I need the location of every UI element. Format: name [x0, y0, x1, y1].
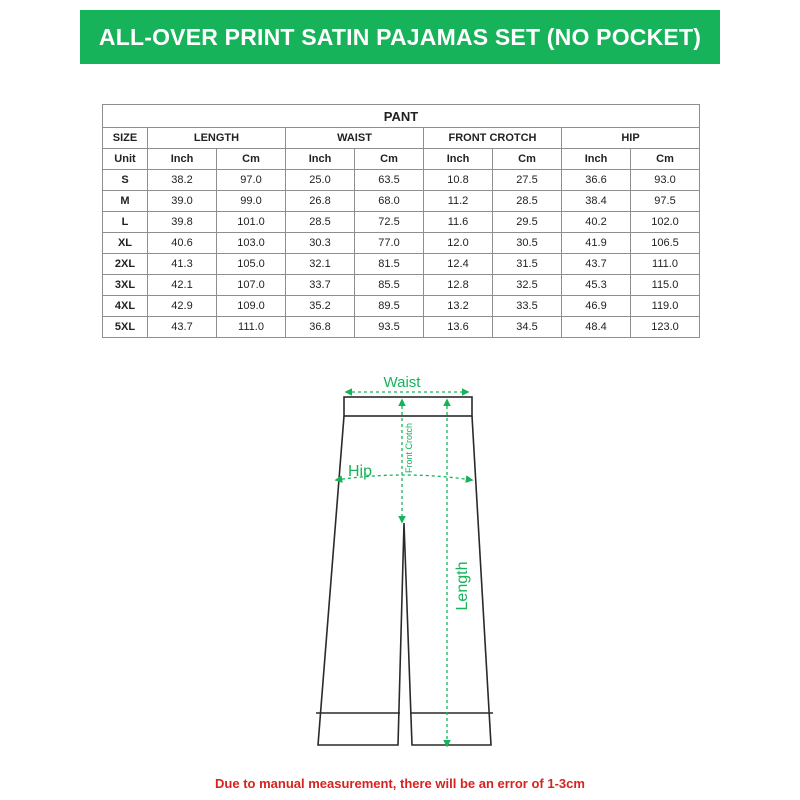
value-cell: 32.1	[286, 254, 355, 275]
value-cell: 77.0	[355, 233, 424, 254]
value-cell: 11.2	[424, 191, 493, 212]
value-cell: 43.7	[562, 254, 631, 275]
value-cell: 48.4	[562, 317, 631, 338]
value-cell: 41.3	[148, 254, 217, 275]
unit-inch: Inch	[424, 149, 493, 170]
value-cell: 93.5	[355, 317, 424, 338]
value-cell: 97.5	[631, 191, 700, 212]
page-title: ALL-OVER PRINT SATIN PAJAMAS SET (NO POCKET)	[98, 23, 702, 50]
value-cell: 119.0	[631, 296, 700, 317]
unit-header: Unit	[103, 149, 148, 170]
size-cell: 3XL	[103, 275, 148, 296]
value-cell: 28.5	[286, 212, 355, 233]
value-cell: 93.0	[631, 170, 700, 191]
value-cell: 45.3	[562, 275, 631, 296]
value-cell: 28.5	[493, 191, 562, 212]
value-cell: 33.7	[286, 275, 355, 296]
size-header: SIZE	[103, 128, 148, 149]
waistband	[344, 397, 472, 416]
value-cell: 102.0	[631, 212, 700, 233]
value-cell: 109.0	[217, 296, 286, 317]
unit-cm: Cm	[631, 149, 700, 170]
value-cell: 25.0	[286, 170, 355, 191]
value-cell: 38.4	[562, 191, 631, 212]
waist-header: WAIST	[286, 128, 424, 149]
value-cell: 72.5	[355, 212, 424, 233]
length-header: LENGTH	[148, 128, 286, 149]
value-cell: 43.7	[148, 317, 217, 338]
size-cell: 2XL	[103, 254, 148, 275]
value-cell: 34.5	[493, 317, 562, 338]
value-cell: 103.0	[217, 233, 286, 254]
value-cell: 30.5	[493, 233, 562, 254]
hip-label: Hip	[347, 463, 373, 480]
value-cell: 29.5	[493, 212, 562, 233]
unit-cm: Cm	[217, 149, 286, 170]
size-cell: XL	[103, 233, 148, 254]
size-cell: 5XL	[103, 317, 148, 338]
value-cell: 123.0	[631, 317, 700, 338]
value-cell: 35.2	[286, 296, 355, 317]
unit-inch: Inch	[148, 149, 217, 170]
unit-inch: Inch	[562, 149, 631, 170]
value-cell: 40.6	[148, 233, 217, 254]
front-crotch-header: FRONT CROTCH	[424, 128, 562, 149]
size-cell: M	[103, 191, 148, 212]
table-title: PANT	[103, 105, 700, 128]
size-cell: S	[103, 170, 148, 191]
measurement-error-note: Due to manual measurement, there will be an error of 1-3cm	[215, 776, 585, 791]
value-cell: 89.5	[355, 296, 424, 317]
value-cell: 12.8	[424, 275, 493, 296]
unit-cm: Cm	[493, 149, 562, 170]
value-cell: 46.9	[562, 296, 631, 317]
value-cell: 32.5	[493, 275, 562, 296]
value-cell: 42.9	[148, 296, 217, 317]
value-cell: 13.6	[424, 317, 493, 338]
value-cell: 85.5	[355, 275, 424, 296]
value-cell: 31.5	[493, 254, 562, 275]
value-cell: 27.5	[493, 170, 562, 191]
value-cell: 111.0	[631, 254, 700, 275]
value-cell: 99.0	[217, 191, 286, 212]
value-cell: 106.5	[631, 233, 700, 254]
value-cell: 97.0	[217, 170, 286, 191]
value-cell: 68.0	[355, 191, 424, 212]
value-cell: 41.9	[562, 233, 631, 254]
value-cell: 30.3	[286, 233, 355, 254]
size-cell: L	[103, 212, 148, 233]
value-cell: 101.0	[217, 212, 286, 233]
value-cell: 39.8	[148, 212, 217, 233]
value-cell: 26.8	[286, 191, 355, 212]
value-cell: 36.6	[562, 170, 631, 191]
value-cell: 81.5	[355, 254, 424, 275]
value-cell: 10.8	[424, 170, 493, 191]
value-cell: 107.0	[217, 275, 286, 296]
unit-inch: Inch	[286, 149, 355, 170]
value-cell: 115.0	[631, 275, 700, 296]
value-cell: 13.2	[424, 296, 493, 317]
waist-label: Waist	[383, 374, 421, 391]
length-label: Length	[454, 561, 471, 611]
value-cell: 12.0	[424, 233, 493, 254]
value-cell: 12.4	[424, 254, 493, 275]
value-cell: 42.1	[148, 275, 217, 296]
value-cell: 36.8	[286, 317, 355, 338]
value-cell: 63.5	[355, 170, 424, 191]
value-cell: 11.6	[424, 212, 493, 233]
front-crotch-label: Front Crotch	[404, 422, 414, 474]
value-cell: 39.0	[148, 191, 217, 212]
unit-cm: Cm	[355, 149, 424, 170]
value-cell: 38.2	[148, 170, 217, 191]
size-cell: 4XL	[103, 296, 148, 317]
value-cell: 111.0	[217, 317, 286, 338]
value-cell: 33.5	[493, 296, 562, 317]
hip-header: HIP	[562, 128, 700, 149]
value-cell: 40.2	[562, 212, 631, 233]
value-cell: 105.0	[217, 254, 286, 275]
